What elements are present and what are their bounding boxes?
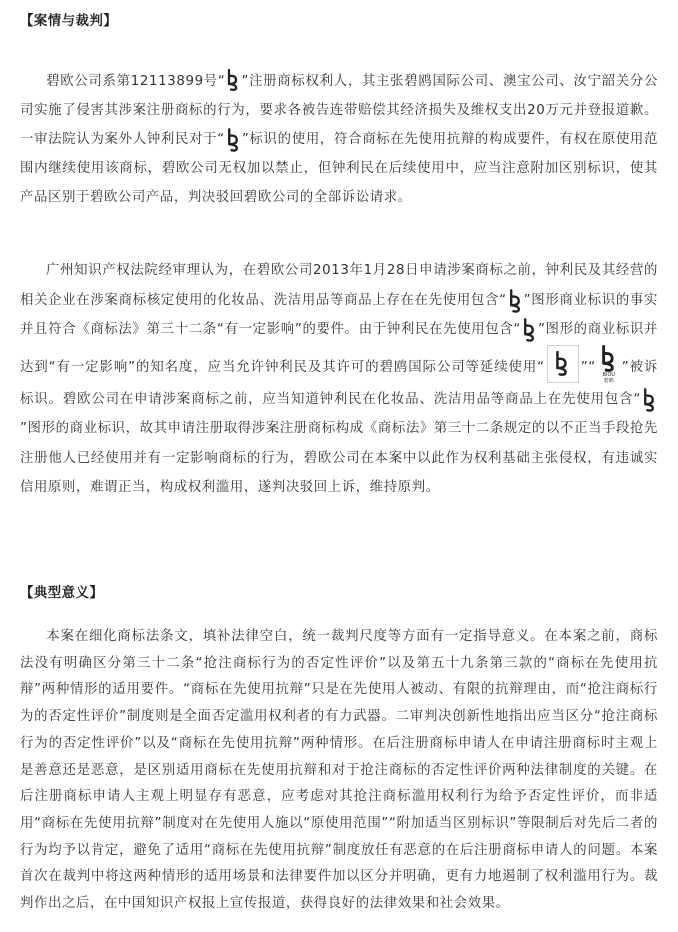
trademark-logo-icon	[226, 69, 240, 91]
section-heading-meaning: 【典型意义】	[20, 586, 104, 601]
section-heading-case: 【案情与裁判】	[20, 14, 118, 29]
text-run: ”图形商业标识的事实并且符合《商标法》第三十二条“有一定影响”的要件。由于钟利民在先使用包含“	[20, 292, 658, 337]
trademark-logo-boxed-icon	[547, 345, 579, 383]
text-run: ”图形的商业标识，故其申请注册取得涉案注册商标构成《商标法》第三十二条规定的以不正当手段抢先注册他人已经使用并有一定影响商标的行为，碧欧公司在本案中以此作为权利基础主张侵权，有违诚实信用原则，难谓正当，构成权利滥用，遂判决驳回上诉，维持原判。	[20, 421, 658, 495]
text-run: ”被诉标识。碧欧公司在申请涉案商标之前，应当知道钟利民在化妆品、洗洁用品等商品上在先使用包含“	[20, 359, 658, 407]
trademark-logo-icon	[642, 387, 657, 413]
trademark-logo-icon	[522, 317, 537, 343]
text-run: 广州知识产权法院经审理认为，在碧欧公司2013年1月28日申请涉案商标之前，钟利民及其经营的相关企业在涉案商标核定使用的化妆品、洗洁用品等商品上存在在先使用包含“	[20, 263, 658, 308]
text-run: ”标识的使用，符合商标在先使用抗辩的构成要件，有权在原使用范围内继续使用该商标，碧欧公司无权加以禁止，但钟利民在后续使用中，应当注意附加区别标识，使其产品区别于碧欧公司产品，判决驳回碧欧公司的全部诉讼请求。	[20, 132, 659, 205]
logo-caption-chinese: 碧鸥	[603, 377, 614, 384]
trademark-logo-with-caption-icon	[598, 345, 620, 385]
logo-caption-latin: BIOU	[602, 371, 616, 378]
trademark-logo-icon	[508, 288, 523, 314]
paragraph-court-reasoning	[20, 256, 658, 503]
text-run: ”图形的商业标识并达到“有一定影响”的知名度，应当允许钟利民及其许可的碧鸥国际公司等延续使用“	[20, 322, 658, 375]
trademark-logo-icon	[226, 127, 241, 153]
paragraph-significance	[20, 624, 658, 918]
text-run: ”注册商标权利人，其主张碧鸥国际公司、澳宝公司、汝宁韶关分公司实施了侵害其涉案注册商标的行为，要求各被告连带赔偿其经济损失及维权支出20万元并登报道歉。一审法院认为案外人钟利民对于“	[20, 74, 658, 147]
text-run: ”“	[580, 359, 596, 375]
paragraph-case-summary	[20, 67, 658, 212]
text-run: 本案在细化商标法条文，填补法律空白，统一裁判尺度等方面有一定指导意义。在本案之前，商标法没有明确区分第三十二条“抢注商标行为的否定性评价”以及第五十九条第三款的“商标在先使用抗辩”两种情形的适用要件。“商标在先使用抗辩”只是在先使用人被动、有限的抗辩理由，而“抢注商标行为的否定性评价”制度则是全面否定滥用权利者的有力武器。二审判决创新性地指出应当区分“抢注商标行为的否定性评价”以及“商标在先使用抗辩”两种情形。在后注册商标申请人在申请注册商标时主观上是善意还是恶意，是区别适用商标在先使用抗辩和对于抢注商标的否定性评价两种法律制度的关键。在后注册商标申请人主观上明显存有恶意，应考虑对其抢注商标滥用权利行为给予否定性评价，而非适用“商标在先使用抗辩”制度对在先使用人施以“原使用范围”“附加适当区别标识”等限制后对先后二者的行为均予以肯定，避免了适用“商标在先使用抗辩”制度放任有恶意的在后注册商标申请人的问题。本案首次在裁判中将这两种情形的适用场景和法律要件加以区分并明确，更有力地遏制了权利滥用行为。裁判作出之后，在中国知识产权报上宣传报道，获得良好的法律效果和社会效果。	[20, 629, 658, 912]
text-run: 碧欧公司系第12113899号“	[46, 74, 226, 89]
